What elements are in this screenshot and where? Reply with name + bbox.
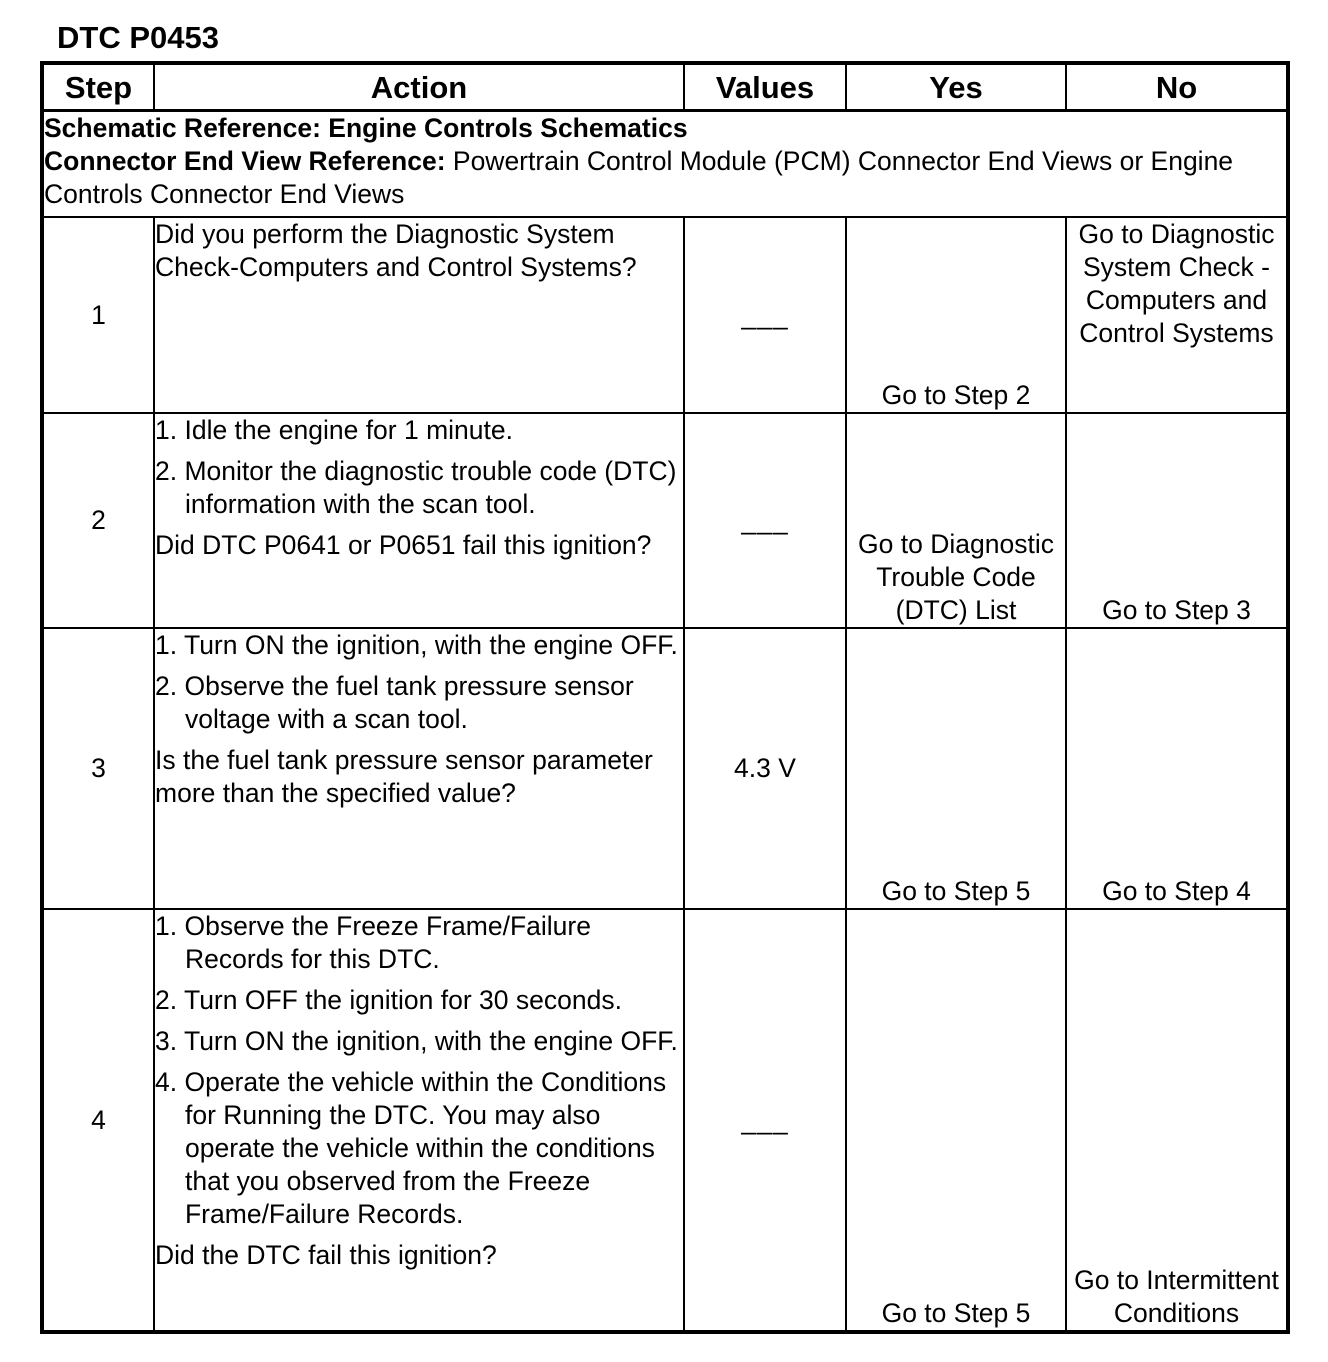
value-cell: ___	[684, 217, 846, 413]
action-question: Did you perform the Diagnostic System Check-Computers and Control Systems?	[155, 219, 637, 282]
yes-cell: Go to Diagnostic Trouble Code (DTC) List	[846, 413, 1066, 628]
document-title: DTC P0453	[57, 20, 219, 55]
header-step: Step	[42, 63, 154, 111]
value-cell: ___	[684, 909, 846, 1332]
table-row-step-2	[42, 413, 1288, 628]
step-number: 1	[42, 217, 154, 413]
reference-row	[42, 111, 1288, 218]
header-no: No	[1066, 63, 1288, 111]
table-row-step-3	[42, 628, 1288, 909]
yes-cell: Go to Step 5	[846, 909, 1066, 1332]
header-yes: Yes	[846, 63, 1066, 111]
value-cell: 4.3 V	[684, 628, 846, 909]
table-row-step-4	[42, 909, 1288, 1332]
action-question: Is the fuel tank pressure sensor parameter more than the specified value?	[155, 745, 653, 808]
connector-reference-text: Powertrain Control Module (PCM) Connector End Views or Engine Controls Connector End Views	[44, 146, 1234, 209]
action-item: 1. Observe the Freeze Frame/Failure Records for this DTC.	[155, 911, 591, 974]
action-item: 2. Turn OFF the ignition for 30 seconds.	[155, 985, 622, 1015]
header-action: Action	[154, 63, 684, 111]
connector-reference	[44, 145, 1286, 211]
action-item: 2. Observe the fuel tank pressure sensor voltage with a scan tool.	[155, 671, 634, 734]
step-number: 4	[42, 909, 154, 1332]
action-item: 3. Turn ON the ignition, with the engine OFF.	[155, 1026, 678, 1056]
action-question: Did DTC P0641 or P0651 fail this ignition?	[155, 530, 652, 560]
step-number: 2	[42, 413, 154, 628]
header-values: Values	[684, 63, 846, 111]
schematic-reference: Schematic Reference: Engine Controls Schematics	[44, 113, 688, 143]
header-row	[42, 63, 1288, 111]
connector-reference-label: Connector End View Reference:	[44, 146, 446, 176]
action-cell	[154, 909, 684, 1332]
no-cell: Go to Diagnostic System Check - Computers and Control Systems	[1066, 217, 1288, 413]
action-cell	[154, 413, 684, 628]
yes-cell: Go to Step 2	[846, 217, 1066, 413]
table-row-step-1	[42, 217, 1288, 413]
reference-cell	[42, 111, 1288, 218]
diagnostic-table	[40, 61, 1290, 1334]
action-item: 2. Monitor the diagnostic trouble code (DTC) information with the scan tool.	[155, 456, 677, 519]
no-cell: Go to Step 3	[1066, 413, 1288, 628]
action-question: Did the DTC fail this ignition?	[155, 1240, 497, 1270]
action-cell	[154, 628, 684, 909]
action-item: 1. Turn ON the ignition, with the engine OFF.	[155, 630, 678, 660]
action-item: 4. Operate the vehicle within the Conditions for Running the DTC. You may also operate the vehicle within the conditions that you observed from the Freeze Frame/Failure Records.	[155, 1067, 667, 1229]
action-cell	[154, 217, 684, 413]
no-cell: Go to Intermittent Conditions	[1066, 909, 1288, 1332]
value-cell: ___	[684, 413, 846, 628]
yes-cell: Go to Step 5	[846, 628, 1066, 909]
action-item: 1. Idle the engine for 1 minute.	[155, 415, 513, 445]
no-cell: Go to Step 4	[1066, 628, 1288, 909]
step-number: 3	[42, 628, 154, 909]
